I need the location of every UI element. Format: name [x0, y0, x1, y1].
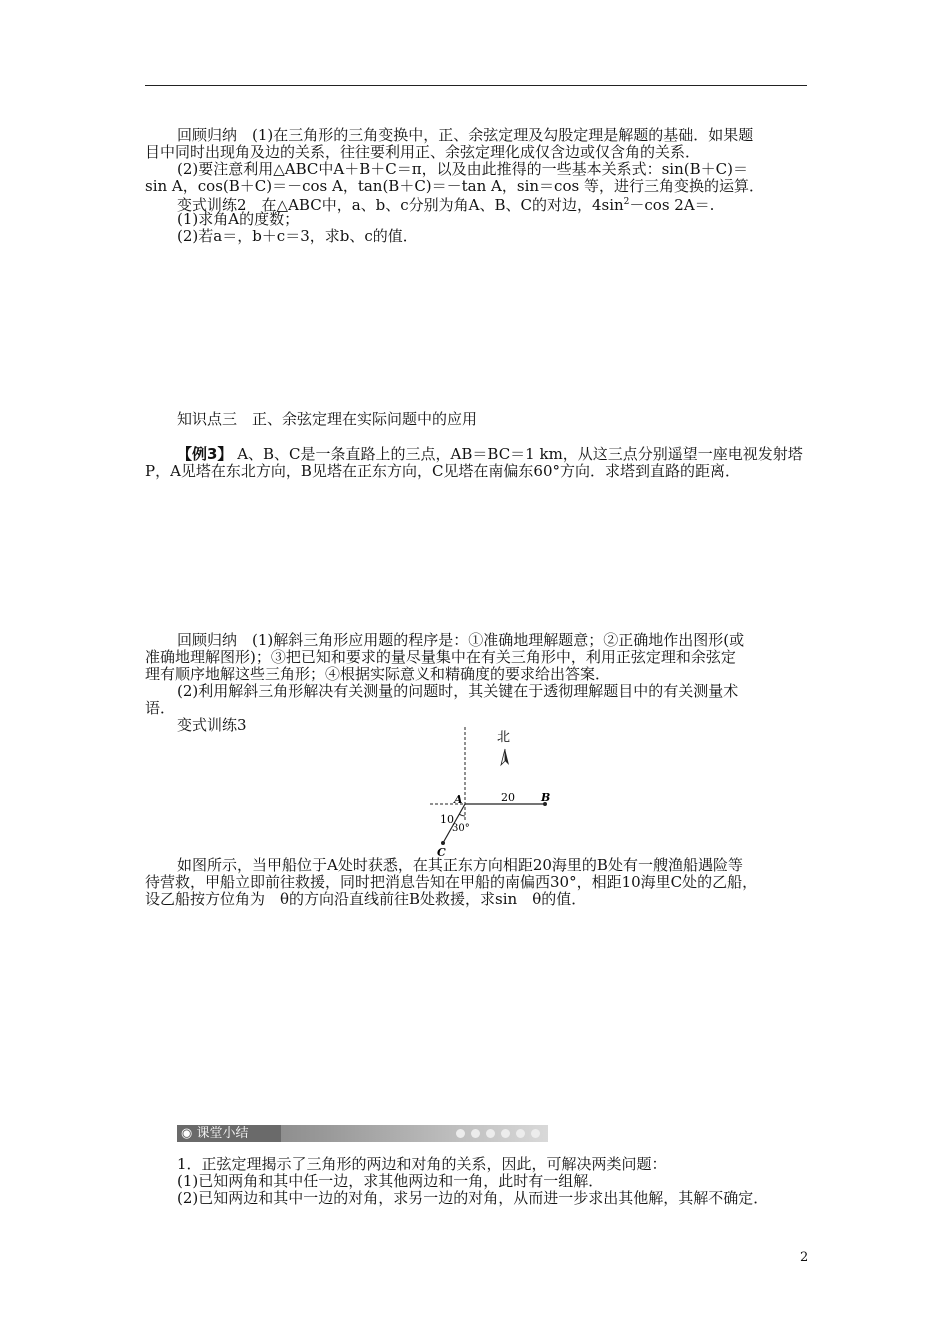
- example3-tag: 【例3】: [177, 445, 233, 463]
- distance-ab: 20: [501, 791, 515, 804]
- summary-line2: (1)已知两角和其中任一边，求其他两边和一角，此时有一组解．: [177, 1172, 604, 1190]
- review1-line1: 回顾归纳 (1)在三角形的三角变换中，正、余弦定理及勾股定理是解题的基础．如果题: [177, 126, 754, 144]
- dot-icon: [456, 1129, 465, 1138]
- variant2-title-text: 变式训练2 在△ABC中，a、b、c分别为角A、B、C的对边，4sin: [177, 196, 624, 214]
- distance-ac: 10: [440, 813, 454, 826]
- summary-line1: 1．正弦定理揭示了三角形的两边和对角的关系，因此，可解决两类问题：: [177, 1155, 667, 1173]
- review3-line2: 准确地理解图形)；③把已知和要求的量尽量集中在有关三角形中，利用正弦定理和余弦定: [145, 648, 736, 666]
- page-number: 2: [800, 1250, 809, 1265]
- navigation-diagram: [425, 725, 575, 860]
- example3-line1: [177, 445, 803, 463]
- review1-line2: 目中同时出现角及边的关系，往往要利用正、余弦定理化成仅含边或仅含角的关系．: [145, 143, 701, 161]
- variant3-title: 变式训练3: [177, 716, 247, 734]
- label-c: C: [437, 846, 446, 859]
- summary-banner: [177, 1125, 548, 1142]
- review1-line3: (2)要注意利用△ABC中A＋B＋C＝π，以及由此推得的一些基本关系式：sin(B＋C)＝: [177, 160, 748, 178]
- north-arrow-icon: [505, 749, 509, 765]
- example3-text1: A、B、C是一条直路上的三点，AB＝BC＝1 km，从这三点分别遥望一座电视发射塔: [232, 445, 803, 463]
- variant2-question1: (1)求角A的度数；: [177, 210, 300, 228]
- dot-icon: [486, 1129, 495, 1138]
- variant3-line1: 如图所示，当甲船位于A处时获悉，在其正东方向相距20海里的B处有一艘渔船遇险等: [177, 856, 743, 874]
- dot-icon: [501, 1129, 510, 1138]
- summary-dots: [456, 1129, 540, 1138]
- variant2-title-tail: －cos 2A＝.: [629, 196, 715, 214]
- summary-label: ◉ 课堂小结: [177, 1125, 281, 1142]
- label-a: A: [454, 793, 463, 806]
- navigation-diagram-svg: [425, 725, 575, 860]
- variant2-question2: (2)若a＝，b＋c＝3，求b、c的值．: [177, 227, 418, 245]
- north-arrow-outline-icon: [501, 749, 505, 765]
- variant2-superscript: 2: [623, 197, 630, 207]
- review3-line1: 回顾归纳 (1)解斜三角形应用题的程序是：①准确地理解题意；②正确地作出图形(或: [177, 631, 745, 649]
- dot-icon: [471, 1129, 480, 1138]
- variant3-line3: 设乙船按方位角为 θ的方向沿直线前往B处救援，求sin θ的值．: [145, 890, 587, 908]
- dot-icon: [531, 1129, 540, 1138]
- review3-line3: 理有顺序地解这些三角形；④根据实际意义和精确度的要求给出答案．: [145, 665, 611, 683]
- north-label: 北: [497, 730, 511, 745]
- review3-line4: (2)利用解斜三角形解决有关测量的问题时，其关键在于透彻理解题目中的有关测量术: [177, 682, 739, 700]
- review3-line5: 语．: [145, 699, 176, 717]
- dot-icon: [516, 1129, 525, 1138]
- variant3-line2: 待营救，甲船立即前往救援，同时把消息告知在甲船的南偏西30°，相距10海里C处的乙船，: [145, 873, 758, 891]
- example3-line2: P，A见塔在东北方向，B见塔在正东方向，C见塔在南偏东60°方向．求塔到直路的距离．: [145, 462, 741, 480]
- header-rule: [145, 85, 807, 86]
- label-b: B: [541, 791, 551, 804]
- summary-line3: (2)已知两边和其中一边的对角，求另一边的对角，从而进一步求出其他解，其解不确定．: [177, 1189, 769, 1207]
- angle-arc: [459, 814, 465, 816]
- point-c: [441, 841, 445, 845]
- angle-label: 30°: [452, 823, 470, 834]
- review1-line4: sin A，cos(B＋C)＝－cos A，tan(B＋C)＝－tan A，sin＝cos 等，进行三角变换的运算．: [145, 177, 764, 195]
- section3-title: 知识点三 正、余弦定理在实际问题中的应用: [177, 410, 478, 428]
